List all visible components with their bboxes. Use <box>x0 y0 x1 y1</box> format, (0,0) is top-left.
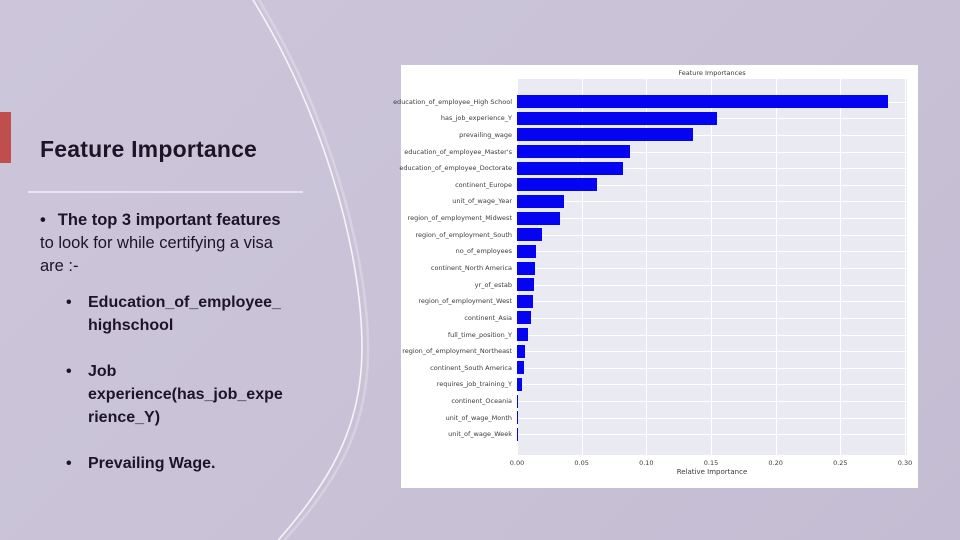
y-tick-label: region_of_employment_Midwest <box>407 214 512 223</box>
bullet-icon: • <box>40 211 46 229</box>
bar <box>517 262 535 275</box>
bar <box>517 245 536 258</box>
y-tick-label: full_time_position_Y <box>447 330 512 339</box>
bar <box>517 195 564 208</box>
intro-regular-text: to look for while certifying a visa are :- <box>40 234 273 275</box>
y-tick-label: requires_job_training_Y <box>436 380 512 389</box>
y-tick-label: education_of_employee_Doctorate <box>399 164 512 173</box>
y-tick-label: no_of_employees <box>455 247 512 256</box>
sub-bullet-text: Prevailing Wage. <box>88 455 216 472</box>
y-tick-label: prevailing_wage <box>459 130 512 139</box>
y-tick-label: education_of_employee_Master's <box>404 147 512 156</box>
y-tick-label: has_job_experience_Y <box>440 114 512 123</box>
bar <box>517 311 531 324</box>
h-gridline <box>517 401 907 402</box>
title-divider <box>28 191 303 193</box>
bullet-icon: • <box>66 455 72 472</box>
x-tick-label: 0.10 <box>639 459 654 467</box>
h-gridline <box>517 285 907 286</box>
h-gridline <box>517 218 907 219</box>
bullet-icon: • <box>66 363 72 380</box>
h-gridline <box>517 251 907 252</box>
y-tick-label: continent_Europe <box>455 180 512 189</box>
intro-bullet <box>40 209 290 278</box>
y-tick-label: region_of_employment_Northeast <box>402 347 512 356</box>
y-tick-label: continent_South America <box>430 363 512 372</box>
x-tick-label: 0.05 <box>574 459 589 467</box>
bar <box>517 128 693 141</box>
x-tick-label: 0.20 <box>768 459 783 467</box>
list-item <box>66 452 312 475</box>
chart-title: Feature Importances <box>678 69 746 77</box>
h-gridline <box>517 235 907 236</box>
bar <box>517 378 522 391</box>
bar <box>517 278 534 291</box>
bullet-icon: • <box>66 294 72 311</box>
h-gridline <box>517 318 907 319</box>
bar <box>517 212 560 225</box>
bar <box>517 361 524 374</box>
h-gridline <box>517 335 907 336</box>
y-tick-label: education_of_employee_High School <box>393 97 512 106</box>
x-tick-label: 0.15 <box>703 459 719 467</box>
sub-bullet-list <box>66 291 312 498</box>
y-tick-label: region_of_employment_West <box>418 297 512 306</box>
bar <box>517 328 528 341</box>
bar <box>517 178 597 191</box>
x-tick-label: 0.30 <box>897 459 913 467</box>
plot-area <box>393 79 913 467</box>
h-gridline <box>517 301 907 302</box>
title-accent-bar <box>0 112 11 163</box>
bar <box>517 162 623 175</box>
h-gridline <box>517 368 907 369</box>
bar <box>517 112 717 125</box>
h-gridline <box>517 268 907 269</box>
h-gridline <box>517 201 907 202</box>
h-gridline <box>517 434 907 435</box>
bar <box>517 295 533 308</box>
bar <box>517 95 888 108</box>
bar <box>517 411 518 424</box>
bar <box>517 395 518 408</box>
list-item <box>66 360 312 429</box>
sub-bullet-text: Education_of_employee_highschool <box>88 294 281 334</box>
y-tick-label: continent_Asia <box>464 313 512 322</box>
h-gridline <box>517 351 907 352</box>
feature-importance-chart <box>393 65 918 488</box>
y-tick-label: region_of_employment_South <box>415 230 512 239</box>
y-tick-label: yr_of_estab <box>474 280 512 289</box>
x-tick-label: 0.25 <box>833 459 848 467</box>
sub-bullet-text: Job experience(has_job_experience_Y) <box>88 363 283 426</box>
y-tick-label: continent_North America <box>430 264 512 272</box>
y-tick-label: continent_Oceania <box>451 397 512 406</box>
bar <box>517 145 630 158</box>
y-tick-label: unit_of_wage_Month <box>445 413 512 422</box>
y-tick-label: unit_of_wage_Week <box>448 430 512 439</box>
x-tick-label: 0.00 <box>509 459 525 467</box>
page-title: Feature Importance <box>40 136 258 163</box>
h-gridline <box>517 418 907 419</box>
h-gridline <box>517 384 907 385</box>
x-axis-label: Relative Importance <box>676 468 748 476</box>
y-tick-label: unit_of_wage_Year <box>452 197 512 206</box>
list-item <box>66 291 312 337</box>
bar <box>517 228 542 241</box>
intro-bold-text: The top 3 important features <box>57 211 281 229</box>
bar <box>517 345 525 358</box>
